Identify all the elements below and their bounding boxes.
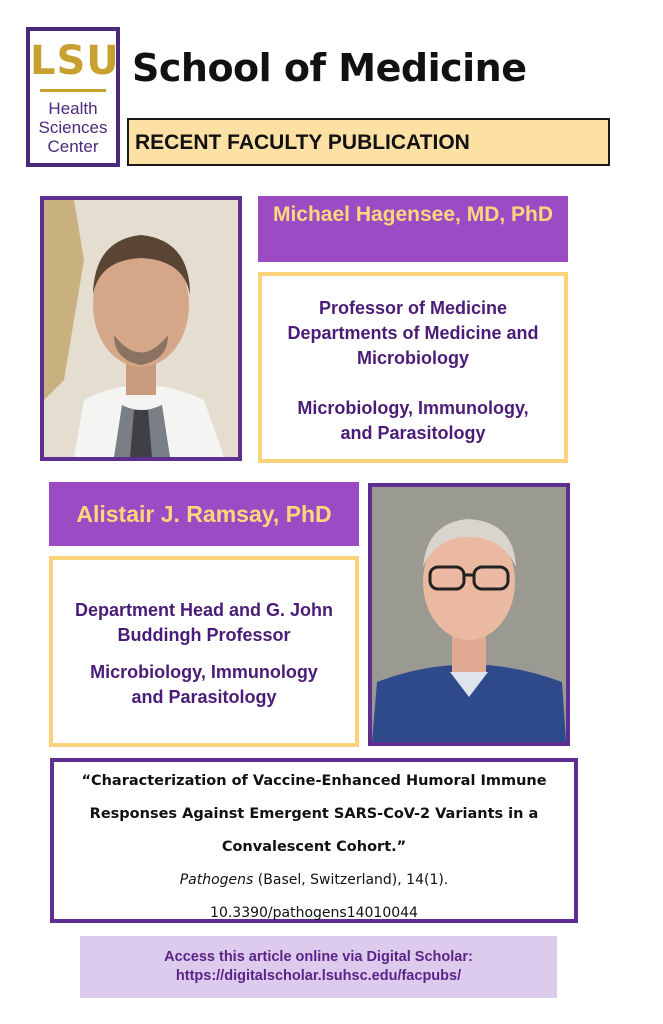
logo-subtitle-line: Health (48, 99, 98, 118)
faculty-name-hagensee (258, 196, 568, 262)
faculty-info-ramsay (49, 556, 359, 747)
publication-journal (54, 864, 574, 897)
publication-citation (50, 758, 578, 923)
faculty-department-line: Microbiology, Immunology (90, 662, 318, 682)
faculty-department-line: Microbiology, Immunology, (297, 398, 529, 418)
faculty-info-hagensee (258, 272, 568, 463)
portrait-placeholder-icon (44, 200, 238, 457)
access-note (80, 936, 557, 998)
access-text: Access this article online via Digital Scholar: (164, 949, 473, 965)
logo-subtitle (30, 99, 116, 156)
publication-title-line: “Characterization of Vaccine-Enhanced Humoral Immune (81, 773, 547, 789)
banner-label: RECENT FACULTY PUBLICATION (135, 131, 470, 154)
lsu-health-logo (26, 27, 120, 167)
journal-name: Pathogens (179, 872, 254, 888)
faculty-photo-hagensee (40, 196, 242, 461)
portrait-placeholder-icon (372, 487, 566, 742)
page-title: School of Medicine (132, 46, 527, 90)
logo-subtitle-line: Center (47, 137, 99, 156)
journal-details: (Basel, Switzerland), 14(1). (253, 872, 449, 888)
publication-title-line: Convalescent Cohort.” (221, 839, 407, 855)
faculty-photo-ramsay (368, 483, 570, 746)
logo-subtitle-line: Sciences (38, 118, 108, 137)
faculty-department-line: and Parasitology (131, 687, 277, 707)
logo-divider (40, 89, 106, 92)
publication-title-line: Responses Against Emergent SARS-CoV-2 Variants in a (89, 806, 539, 822)
faculty-title-line: Professor of Medicine (318, 298, 508, 318)
faculty-name-text: Michael Hagensee, MD, PhD (272, 203, 554, 226)
publication-doi: 10.3390/pathogens14010044 (210, 905, 418, 921)
faculty-name-ramsay: Alistair J. Ramsay, PhD (49, 482, 359, 546)
faculty-title-line: Departments of Medicine and (287, 323, 539, 343)
logo-letters: LSU (30, 38, 120, 84)
faculty-department-line: and Parasitology (340, 423, 486, 443)
access-link[interactable]: https://digitalscholar.lsuhsc.edu/facpubs/ (175, 968, 462, 984)
publication-banner (127, 118, 610, 166)
faculty-title-line: Buddingh Professor (117, 625, 291, 645)
faculty-title-line: Microbiology (357, 348, 469, 368)
faculty-title-line: Department Head and G. John (74, 600, 334, 620)
